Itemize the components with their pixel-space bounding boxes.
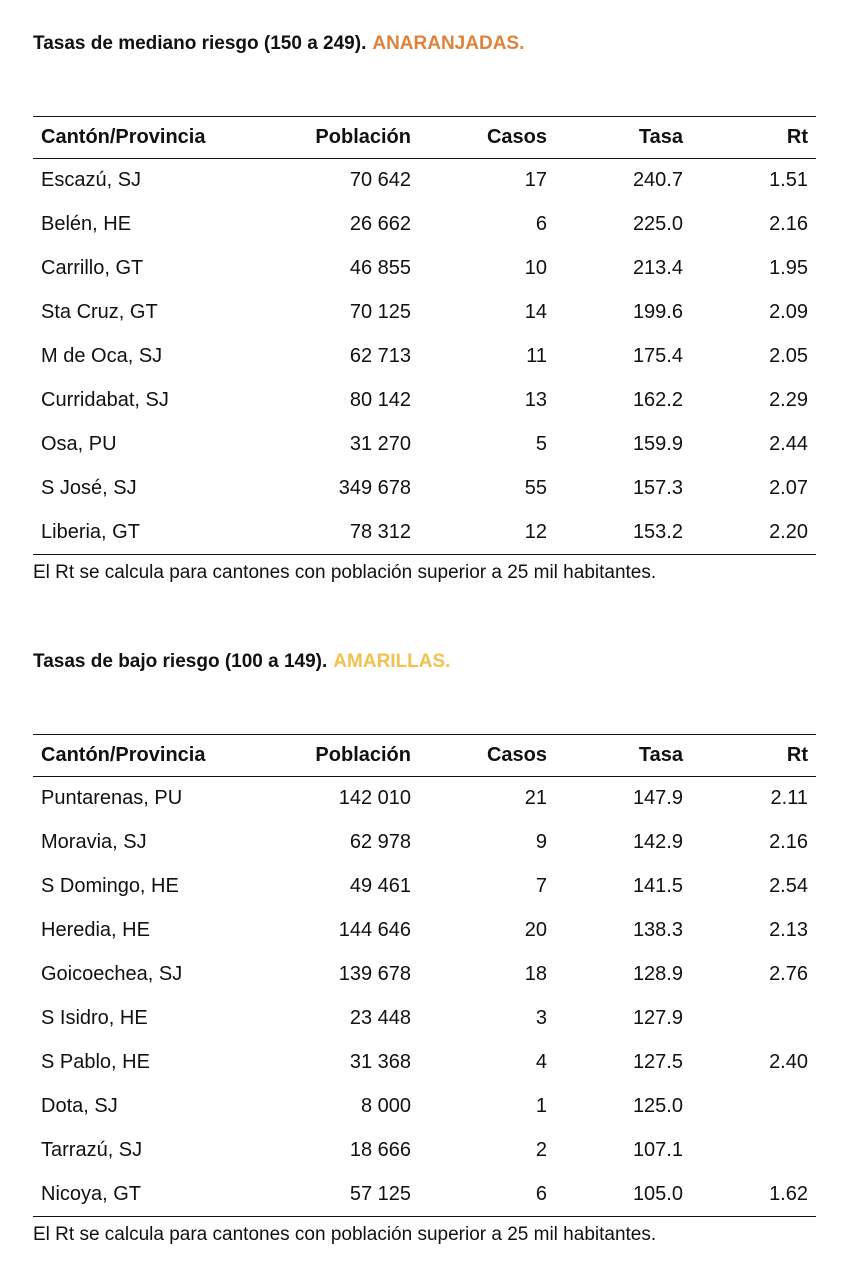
cell-poblacion: 142 010	[338, 787, 411, 810]
cell-tasa: 240.7	[632, 169, 683, 192]
section-tag: ANARANJADAS.	[372, 33, 525, 54]
cell-rt: 1.95	[769, 257, 808, 279]
cell-casos: 10	[524, 257, 547, 279]
table-row	[33, 423, 816, 467]
low-risk-table	[33, 734, 816, 1217]
cell-casos: 13	[524, 389, 547, 411]
table-header-row	[33, 117, 816, 159]
cell-canton: Escazú, SJ	[41, 169, 142, 192]
cell-canton: Dota, SJ	[41, 1095, 118, 1117]
table-row	[33, 159, 816, 203]
cell-canton: M de Oca, SJ	[41, 345, 163, 367]
table-row	[33, 379, 816, 423]
cell-casos: 4	[535, 1051, 547, 1073]
cell-poblacion: 62 978	[349, 831, 411, 853]
section-title: Tasas de mediano riesgo (150 a 249).	[33, 33, 367, 54]
cell-casos: 6	[535, 1182, 547, 1205]
cell-poblacion: 23 448	[349, 1007, 411, 1029]
cell-poblacion: 31 270	[349, 433, 411, 455]
column-header-poblacion: Población	[315, 126, 411, 148]
table-row	[33, 997, 816, 1041]
cell-casos: 17	[524, 169, 547, 192]
cell-tasa: 138.3	[632, 919, 683, 941]
table-row	[33, 335, 816, 379]
cell-rt: 2.40	[769, 1051, 808, 1073]
cell-rt: 1.62	[769, 1182, 808, 1205]
cell-casos: 2	[535, 1139, 547, 1161]
table-row	[33, 1129, 816, 1173]
cell-rt: 2.54	[769, 875, 808, 897]
cell-tasa: 127.9	[632, 1007, 683, 1029]
cell-casos: 12	[524, 520, 547, 543]
cell-tasa: 147.9	[632, 787, 683, 810]
cell-tasa: 141.5	[632, 875, 683, 897]
cell-poblacion: 70 125	[349, 301, 411, 323]
table-body	[33, 159, 816, 555]
cell-tasa: 157.3	[632, 477, 683, 499]
cell-canton: Heredia, HE	[41, 919, 150, 941]
cell-poblacion: 26 662	[349, 213, 411, 235]
column-header-casos: Casos	[486, 126, 547, 148]
cell-poblacion: 144 646	[338, 919, 411, 941]
cell-tasa: 199.6	[632, 301, 683, 323]
cell-tasa: 175.4	[632, 345, 683, 367]
column-header-rt: Rt	[786, 126, 808, 148]
cell-canton: Sta Cruz, GT	[41, 301, 158, 323]
cell-tasa: 128.9	[632, 963, 683, 985]
table-row	[33, 821, 816, 865]
cell-canton: Carrillo, GT	[41, 257, 144, 279]
cell-tasa: 142.9	[632, 831, 683, 853]
column-header-canton: Cantón/Provincia	[41, 744, 206, 766]
table-row	[33, 511, 816, 555]
cell-canton: S Domingo, HE	[41, 875, 179, 897]
cell-poblacion: 78 312	[349, 520, 411, 543]
cell-canton: S Isidro, HE	[41, 1007, 148, 1029]
cell-canton: Curridabat, SJ	[41, 389, 169, 411]
table-note: El Rt se calcula para cantones con población superior a 25 mil habitantes.	[33, 1224, 657, 1245]
table-header-row	[33, 735, 816, 777]
section-heading	[33, 650, 816, 674]
table-row	[33, 291, 816, 335]
medium-risk-table	[33, 116, 816, 555]
cell-rt: 2.44	[769, 433, 808, 455]
cell-canton: Liberia, GT	[41, 520, 140, 543]
cell-canton: Osa, PU	[41, 433, 117, 455]
cell-casos: 1	[535, 1095, 547, 1117]
cell-casos: 21	[524, 787, 547, 810]
cell-rt: 2.29	[769, 389, 808, 411]
cell-poblacion: 349 678	[338, 477, 411, 499]
table-row	[33, 1041, 816, 1085]
cell-poblacion: 139 678	[338, 963, 411, 985]
cell-casos: 20	[524, 919, 547, 941]
table-row	[33, 1173, 816, 1217]
column-header-tasa: Tasa	[638, 126, 683, 148]
cell-rt: 1.51	[769, 169, 808, 192]
cell-poblacion: 31 368	[349, 1051, 411, 1073]
cell-rt: 2.13	[769, 919, 808, 941]
cell-rt: 2.20	[769, 520, 808, 543]
table-row	[33, 909, 816, 953]
section-tag: AMARILLAS.	[333, 651, 451, 672]
cell-canton: Belén, HE	[41, 213, 132, 235]
cell-rt: 2.05	[769, 345, 808, 367]
column-header-tasa: Tasa	[638, 744, 683, 766]
table-row	[33, 865, 816, 909]
cell-poblacion: 46 855	[349, 257, 411, 279]
cell-rt: 2.76	[769, 963, 808, 985]
cell-canton: S Pablo, HE	[41, 1051, 150, 1073]
cell-tasa: 159.9	[632, 433, 683, 455]
cell-rt: 2.11	[770, 787, 808, 810]
cell-canton: Puntarenas, PU	[41, 787, 183, 810]
cell-rt	[683, 1085, 816, 1129]
cell-casos: 55	[524, 477, 547, 499]
cell-poblacion: 18 666	[349, 1139, 411, 1161]
section-title: Tasas de bajo riesgo (100 a 149).	[33, 651, 328, 672]
cell-poblacion: 8 000	[360, 1095, 411, 1117]
cell-casos: 14	[524, 301, 547, 323]
cell-tasa: 107.1	[632, 1139, 683, 1161]
cell-casos: 3	[535, 1007, 547, 1029]
cell-poblacion: 57 125	[349, 1182, 411, 1205]
cell-tasa: 127.5	[632, 1051, 683, 1073]
cell-tasa: 225.0	[632, 213, 683, 235]
cell-rt: 2.16	[769, 831, 808, 853]
cell-casos: 7	[535, 875, 547, 897]
section-heading	[33, 32, 816, 56]
cell-tasa: 125.0	[632, 1095, 683, 1117]
cell-casos: 5	[535, 433, 547, 455]
table-note: El Rt se calcula para cantones con población superior a 25 mil habitantes.	[33, 562, 657, 583]
cell-canton: Nicoya, GT	[41, 1182, 142, 1205]
cell-tasa: 162.2	[632, 389, 683, 411]
cell-casos: 9	[535, 831, 547, 853]
cell-casos: 6	[535, 213, 547, 235]
cell-rt	[683, 997, 816, 1041]
medium-risk-section	[33, 32, 816, 585]
low-risk-section	[33, 650, 816, 1247]
table-row	[33, 1085, 816, 1129]
table-row	[33, 203, 816, 247]
table-row	[33, 467, 816, 511]
cell-rt	[683, 1129, 816, 1173]
cell-poblacion: 62 713	[349, 345, 411, 367]
cell-canton: Tarrazú, SJ	[41, 1139, 143, 1161]
cell-rt: 2.09	[769, 301, 808, 323]
table-row	[33, 247, 816, 291]
cell-tasa: 105.0	[632, 1182, 683, 1205]
cell-tasa: 153.2	[632, 520, 683, 543]
cell-rt: 2.16	[769, 213, 808, 235]
table-body	[33, 777, 816, 1217]
cell-canton: S José, SJ	[41, 477, 137, 499]
column-header-poblacion: Población	[315, 744, 411, 766]
cell-poblacion: 49 461	[349, 875, 411, 897]
column-header-casos: Casos	[486, 744, 547, 766]
column-header-rt: Rt	[786, 744, 808, 766]
cell-poblacion: 80 142	[349, 389, 411, 411]
table-row	[33, 953, 816, 997]
cell-casos: 11	[526, 345, 547, 367]
cell-tasa: 213.4	[632, 257, 683, 279]
cell-canton: Goicoechea, SJ	[41, 963, 183, 985]
table-row	[33, 777, 816, 821]
cell-poblacion: 70 642	[349, 169, 411, 192]
column-header-canton: Cantón/Provincia	[41, 126, 206, 148]
cell-casos: 18	[524, 963, 547, 985]
cell-canton: Moravia, SJ	[41, 831, 147, 853]
cell-rt: 2.07	[769, 477, 808, 499]
